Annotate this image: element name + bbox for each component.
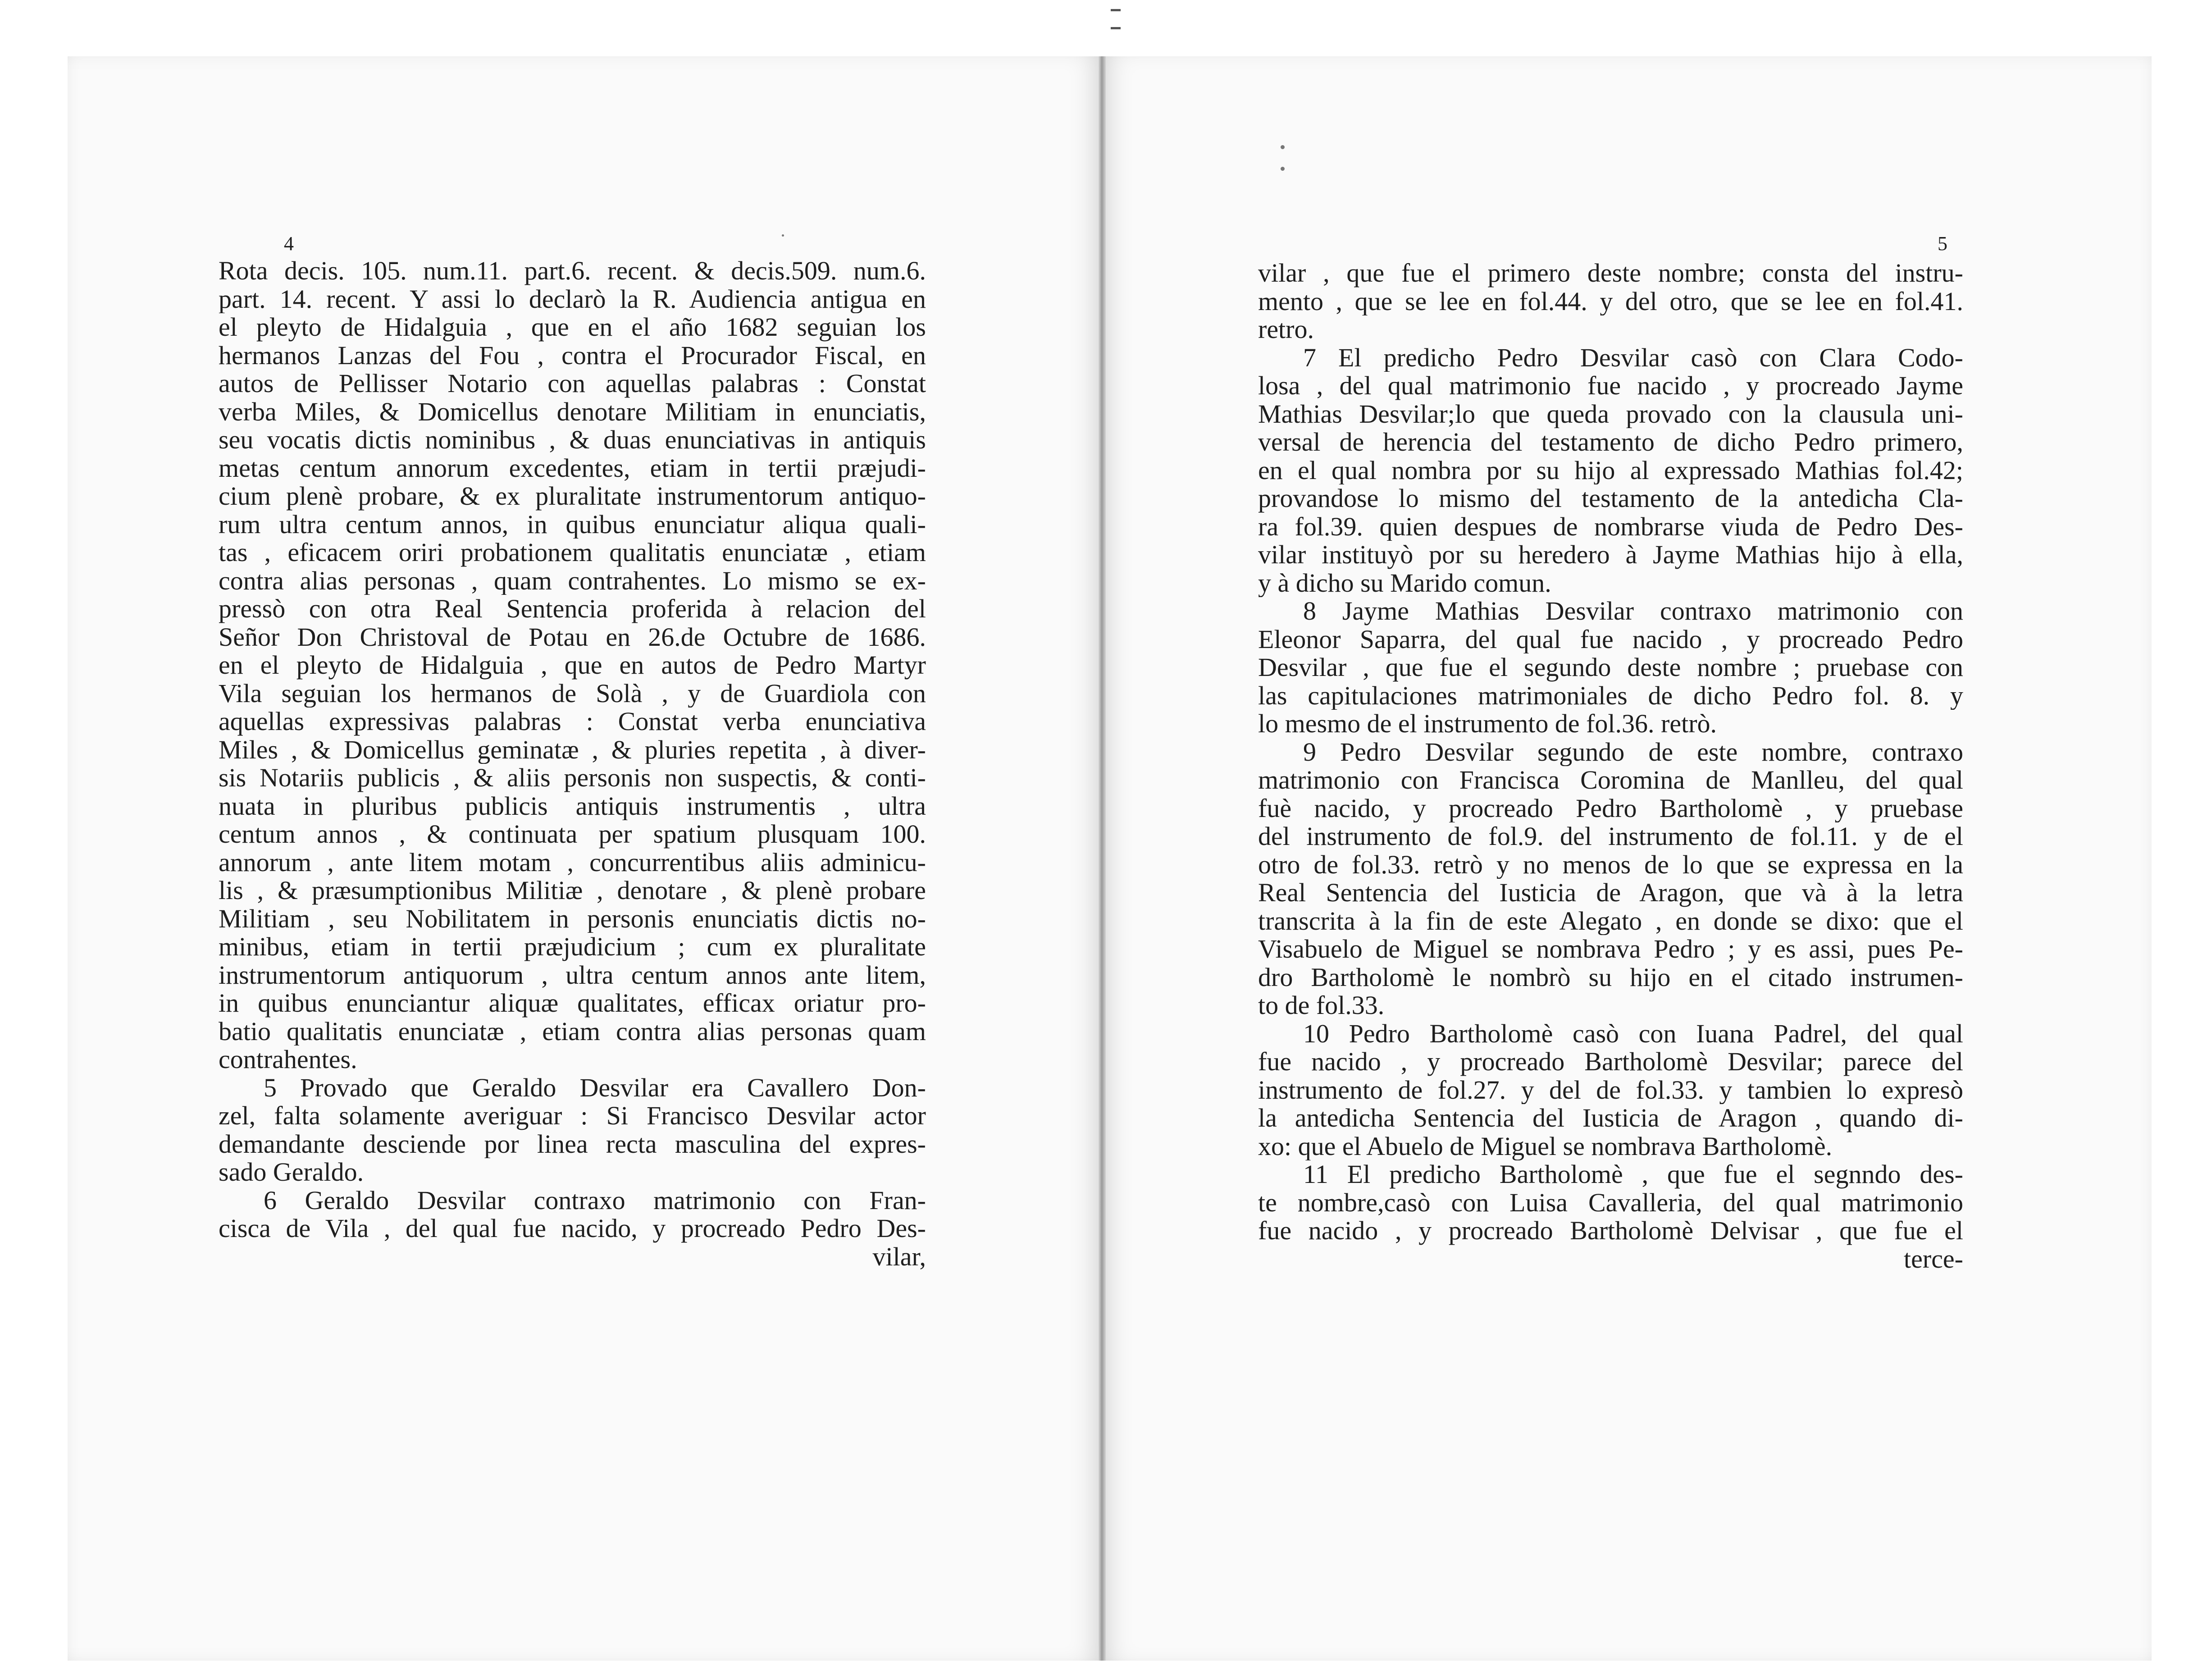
text-line: del instrumento de fol.9. del instrumento de fol.11. y de el xyxy=(1258,822,1963,851)
speck xyxy=(1281,167,1285,171)
paragraph-5-start: 5 Provado que Geraldo Desvilar era Cavallero Don- xyxy=(264,1073,926,1102)
text-line: transcrita à la fin de este Alegato , en donde se dixo: que el xyxy=(1258,907,1963,935)
speck xyxy=(1281,145,1285,149)
page-number-left: 4 xyxy=(284,233,294,255)
text-line: la antedicha Sentencia del Iusticia de Aragon , quando di- xyxy=(1258,1104,1963,1132)
text-line: el pleyto de Hidalguia , que en el año 1682 seguian los xyxy=(219,313,926,342)
text-line: Visabuelo de Miguel se nombrava Pedro ; y es assi, pues Pe- xyxy=(1258,935,1963,963)
text-line: xo: que el Abuelo de Miguel se nombrava Bartholomè. xyxy=(1258,1132,1833,1160)
text-line: cium plenè probare, & ex pluralitate instrumentorum antiquo- xyxy=(219,482,926,511)
text-line: minibus, etiam in tertii præjudicium ; cum ex pluralitate xyxy=(219,933,926,961)
text-line: sado Geraldo. xyxy=(219,1158,364,1187)
catchword-left: vilar, xyxy=(872,1242,926,1271)
text-line: vilar instituyò por su heredero à Jayme Mathias hijo à ella, xyxy=(1258,541,1963,569)
text-line: fue nacido , y procreado Bartholomè Desvilar; parece del xyxy=(1258,1048,1963,1076)
text-line: Eleonor Saparra, del qual fue nacido , y procreado Pedro xyxy=(1258,625,1963,653)
text-line: batio qualitatis enunciatæ , etiam contra alias personas quam xyxy=(219,1017,926,1045)
text-line: en el qual nombra por su hijo al expressado Mathias fol.42; xyxy=(1258,456,1963,484)
text-line: Rota decis. 105. num.11. part.6. recent. & decis.509. num.6. xyxy=(219,257,926,285)
text-line: lis , & præsumptionibus Militiæ , denotare , & plenè probare xyxy=(219,877,926,905)
text-line: Real Sentencia del Iusticia de Aragon, que và à la letra xyxy=(1258,879,1963,907)
text-line: en el pleyto de Hidalguia , que en autos de Pedro Martyr xyxy=(219,651,926,680)
scan-mark xyxy=(1111,9,1121,11)
text-line: centum annos , & continuata per spatium plusquam 100. xyxy=(219,820,926,849)
text-line: retro. xyxy=(1258,315,1314,344)
text-line: fuè nacido, y procreado Pedro Bartholomè , y pruebase xyxy=(1258,794,1963,822)
text-line: aquellas expressivas palabras : Constat verba enunciativa xyxy=(219,708,926,736)
text-line: Mathias Desvilar;lo que queda provado con la clausula uni- xyxy=(1258,400,1963,428)
text-line: Miles , & Domicellus geminatæ , & pluries repetita , à diver- xyxy=(219,735,926,764)
text-line: seu vocatis dictis nominibus , & duas enunciativas in antiquis xyxy=(219,426,926,454)
paragraph-10-start: 10 Pedro Bartholomè casò con Iuana Padrel, del qual xyxy=(1303,1019,1963,1048)
text-line: annorum , ante litem motam , concurrentibus aliis adminicu- xyxy=(219,848,926,877)
text-line: contrahentes. xyxy=(219,1045,357,1074)
text-line: in quibus enunciantur aliquæ qualitates, efficax oriatur pro- xyxy=(219,989,926,1018)
text-line: mento , que se lee en fol.44. y del otro, que se lee en fol.41. xyxy=(1258,287,1963,315)
text-line: otro de fol.33. retrò y no menos de lo que se expressa en la xyxy=(1258,850,1963,879)
text-line: instrumentorum antiquorum , ultra centum annos ante litem, xyxy=(219,961,926,989)
paragraph-9-start: 9 Pedro Desvilar segundo de este nombre, contraxo xyxy=(1303,738,1963,766)
text-line: zel, falta solamente averiguar : Si Francisco Desvilar actor xyxy=(219,1102,926,1130)
paragraph-8-start: 8 Jayme Mathias Desvilar contraxo matrimonio con xyxy=(1303,597,1963,625)
text-line: dro Bartholomè le nombrò su hijo en el citado instrumen- xyxy=(1258,963,1963,991)
catchword-right: terce- xyxy=(1904,1245,1963,1273)
text-line: to de fol.33. xyxy=(1258,991,1385,1020)
text-line: part. 14. recent. Y assi lo declarò la R. Audiencia antigua en xyxy=(219,285,926,313)
text-line: versal de herencia del testamento de dicho Pedro primero, xyxy=(1258,428,1963,457)
text-line: lo mesmo de el instrumento de fol.36. retrò. xyxy=(1258,710,1717,738)
paragraph-6-start: 6 Geraldo Desvilar contraxo matrimonio con Fran- xyxy=(264,1186,926,1214)
text-line: ra fol.39. quien despues de nombrarse viuda de Pedro Des- xyxy=(1258,512,1963,541)
text-line: te nombre,casò con Luisa Cavalleria, del qual matrimonio xyxy=(1258,1188,1963,1217)
text-line: y à dicho su Marido comun. xyxy=(1258,569,1551,597)
speck xyxy=(782,234,784,237)
text-line: metas centum annorum excedentes, etiam in tertii præjudi- xyxy=(219,454,926,482)
text-line: losa , del qual matrimonio fue nacido , y procreado Jayme xyxy=(1258,372,1963,400)
text-line: pressò con otra Real Sentencia proferida à relacion del xyxy=(219,595,926,623)
text-line: sis Notariis publicis , & aliis personis non suspectis, & conti- xyxy=(219,764,926,792)
right-page-text xyxy=(1258,259,1963,1273)
text-line: instrumento de fol.27. y del de fol.33. y tambien lo expresò xyxy=(1258,1076,1963,1104)
text-line: Desvilar , que fue el segundo deste nombre ; pruebase con xyxy=(1258,653,1963,682)
text-line: nuata in pluribus publicis antiquis instrumentis , ultra xyxy=(219,792,926,820)
book-gutter xyxy=(1099,56,1106,1661)
scan-mark xyxy=(1111,27,1121,29)
text-line: autos de Pellisser Notario con aquellas palabras : Constat xyxy=(219,370,926,398)
text-line: tas , eficacem oriri probationem qualitatis enunciatæ , etiam xyxy=(219,539,926,567)
text-line: cisca de Vila , del qual fue nacido, y procreado Pedro Des- xyxy=(219,1214,926,1243)
paragraph-11-start: 11 El predicho Bartholomè , que fue el segnndo des- xyxy=(1303,1160,1963,1189)
text-line: las capitulaciones matrimoniales de dicho Pedro fol. 8. y xyxy=(1258,681,1963,710)
text-line: hermanos Lanzas del Fou , contra el Procurador Fiscal, en xyxy=(219,341,926,370)
text-line: fue nacido , y procreado Bartholomè Delvisar , que fue el xyxy=(1258,1217,1963,1245)
text-line: Vila seguian los hermanos de Solà , y de Guardiola con xyxy=(219,679,926,708)
text-line: Militiam , seu Nobilitatem in personis enunciatis dictis no- xyxy=(219,904,926,933)
text-line: rum ultra centum annos, in quibus enunciatur aliqua quali- xyxy=(219,510,926,539)
text-line: demandante desciende por linea recta masculina del expres- xyxy=(219,1130,926,1158)
text-line: provandose lo mismo del testamento de la antedicha Cla- xyxy=(1258,484,1963,513)
page-number-right: 5 xyxy=(1938,233,1947,255)
text-line: verba Miles, & Domicellus denotare Militiam in enunciatis, xyxy=(219,397,926,426)
left-page-text xyxy=(219,257,926,1271)
text-line: matrimonio con Francisca Coromina de Manlleu, del qual xyxy=(1258,766,1963,794)
text-line: vilar , que fue el primero deste nombre; consta del instru- xyxy=(1258,259,1963,288)
paragraph-7-start: 7 El predicho Pedro Desvilar casò con Clara Codo- xyxy=(1303,343,1963,372)
text-line: contra alias personas , quam contrahentes. Lo mismo se ex- xyxy=(219,566,926,595)
text-line: Señor Don Christoval de Potau en 26.de Octubre de 1686. xyxy=(219,623,926,651)
